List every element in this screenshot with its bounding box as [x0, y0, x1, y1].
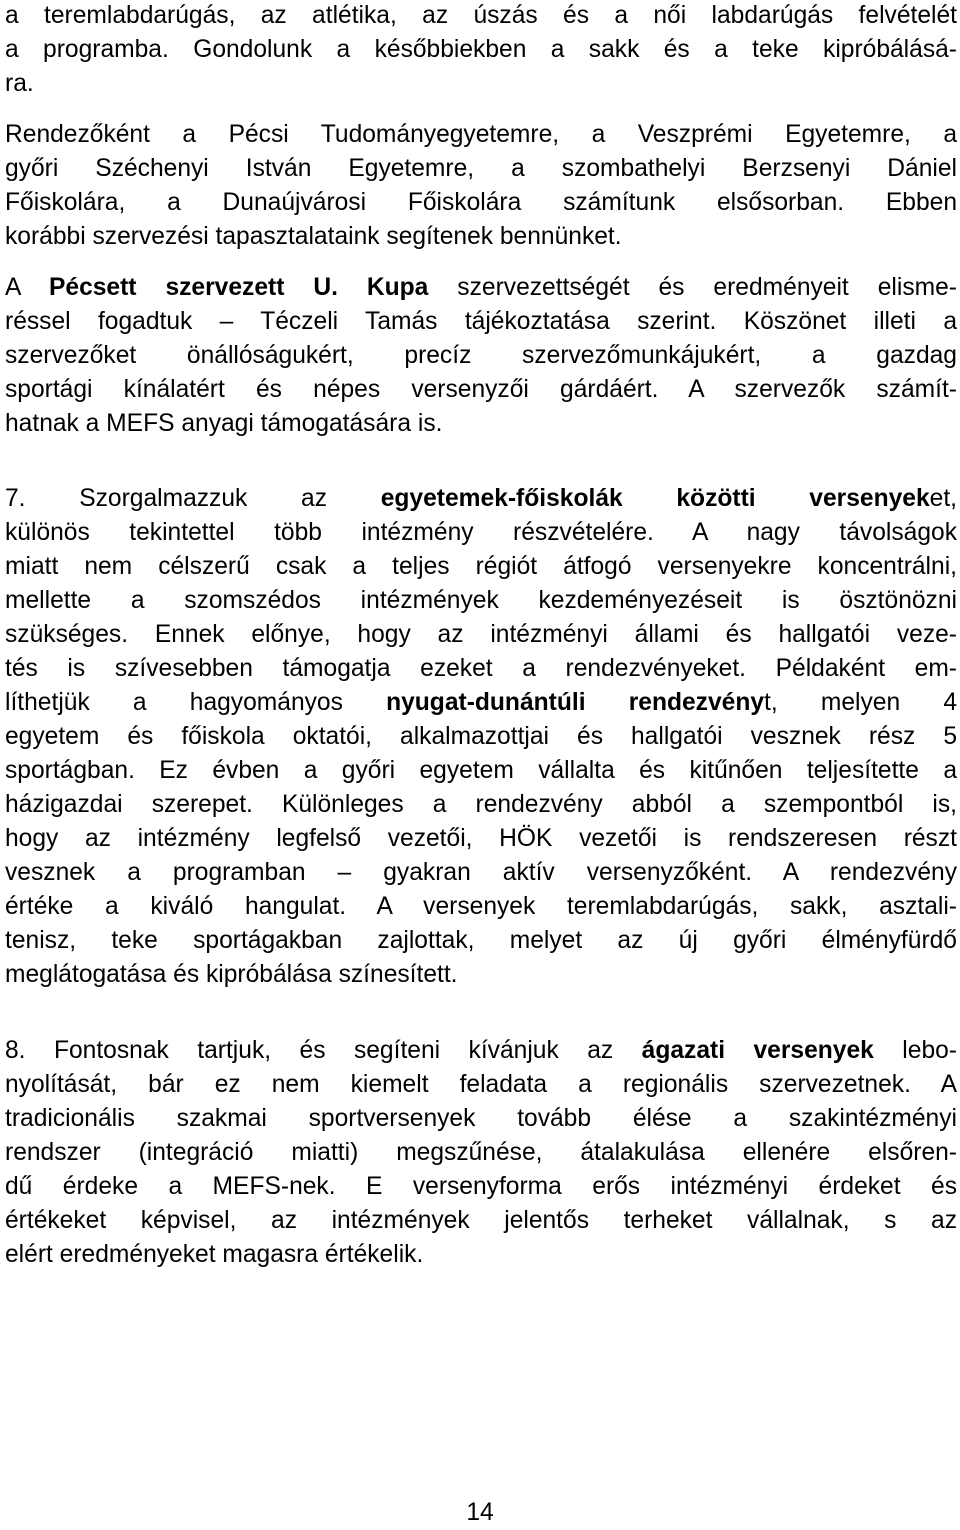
text-line [5, 152, 957, 186]
text-run: rendszer (integráció miatti) megszűnése, átalakulása ellenére elsőren- [5, 1139, 957, 1166]
text-run: hatnak a MEFS anyagi támogatására is. [5, 410, 443, 437]
text-line [5, 186, 957, 220]
text-run: mellette a szomszédos intézmények kezdeményezéseit is ösztönözni [5, 587, 957, 614]
text-run: lebo- [873, 1037, 957, 1064]
text-line [5, 958, 957, 992]
text-line [5, 220, 957, 254]
text-run: ra. [5, 70, 34, 97]
bold-phrase: nyugat-dunántúli rendezvény [386, 689, 765, 716]
text-line [5, 339, 957, 373]
text-line [5, 1170, 957, 1204]
bold-phrase: egyetemek-főiskolák közötti versenyek [380, 485, 930, 512]
text-run: tés is szívesebben támogatja ezeket a rendezvényeket. Példaként em- [5, 655, 957, 682]
text-run: et, [929, 485, 957, 512]
text-line [5, 652, 957, 686]
text-run: Főiskolára, a Dunaújvárosi Főiskolára számítunk elsősorban. Ebben [5, 189, 957, 216]
text-line [5, 0, 957, 33]
text-line [5, 890, 957, 924]
text-line [5, 550, 957, 584]
text-line [5, 271, 957, 305]
text-run: 7. Szorgalmazzuk az [5, 485, 381, 512]
bold-phrase: ágazati versenyek [641, 1037, 874, 1064]
text-run: sportági kínálatért és népes versenyzői gárdáért. A szervezők számít- [5, 376, 957, 403]
text-run: házigazdai szerepet. Különleges a rendezvény abból a szempontból is, [5, 791, 957, 818]
text-run: értéke a kiváló hangulat. A versenyek teremlabdarúgás, sakk, asztali- [5, 893, 957, 920]
text-run: t, melyen 4 [764, 689, 957, 716]
text-line [5, 584, 957, 618]
text-line [5, 822, 957, 856]
text-run: szervezettségét és eredményeit elisme- [428, 274, 957, 301]
text-line [5, 856, 957, 890]
text-line [5, 33, 957, 67]
text-run: elért eredményeket magasra értékelik. [5, 1241, 424, 1268]
text-line [5, 686, 957, 720]
text-run: különös tekintettel több intézmény részvételére. A nagy távolságok [5, 519, 957, 546]
text-run: nyolítását, bár ez nem kiemelt feladata a regionális szervezetnek. A [5, 1071, 957, 1098]
text-run: egyetem és főiskola oktatói, alkalmazottjai és hallgatói vesznek rész 5 [5, 723, 957, 750]
text-line [5, 482, 957, 516]
text-line [5, 924, 957, 958]
text-run: szervezőket önállóságukért, precíz szervezőmunkájukért, a gazdag [5, 342, 957, 369]
text-line [5, 118, 957, 152]
text-run: a programba. Gondolunk a későbbiekben a sakk és a teke kipróbálásá- [5, 36, 957, 63]
text-line [5, 1238, 957, 1272]
text-run: 8. Fontosnak tartjuk, és segíteni kívánjuk az [5, 1037, 642, 1064]
text-line [5, 1068, 957, 1102]
bold-phrase: Pécsett szervezett U. Kupa [49, 274, 429, 301]
text-run: a teremlabdarúgás, az atlétika, az úszás és a női labdarúgás felvételét [5, 2, 957, 29]
text-run: hogy az intézmény legfelső vezetői, HÖK vezetői is rendszeresen részt [5, 825, 957, 852]
text-line [5, 1204, 957, 1238]
text-run: miatt nem célszerű csak a teljes régiót átfogó versenyekre koncentrálni, [5, 553, 957, 580]
text-line [5, 788, 957, 822]
text-run: győri Széchenyi István Egyetemre, a szombathelyi Berzsenyi Dániel [5, 155, 957, 182]
text-run: korábbi szervezési tapasztalataink segítenek bennünket. [5, 223, 622, 250]
text-run: tenisz, teke sportágakban zajlottak, melyet az új győri élményfürdő [5, 927, 957, 954]
text-line [5, 618, 957, 652]
page-number: 14 [466, 1499, 494, 1526]
text-line [5, 1034, 957, 1068]
text-line [5, 407, 957, 441]
text-run: dű érdeke a MEFS-nek. E versenyforma erős intézményi érdeket és [5, 1173, 957, 1200]
text-line [5, 754, 957, 788]
text-line [5, 516, 957, 550]
text-line [5, 67, 957, 101]
text-run: meglátogatása és kipróbálása színesített. [5, 961, 458, 988]
text-line [5, 1102, 957, 1136]
text-run: tradicionális szakmai sportversenyek tovább élése a szakintézményi [5, 1105, 957, 1132]
text-line [5, 373, 957, 407]
text-run: Rendezőként a Pécsi Tudományegyetemre, a Veszprémi Egyetemre, a [5, 121, 957, 148]
text-run: réssel fogadtuk – Téczeli Tamás tájékoztatása szerint. Köszönet illeti a [5, 308, 957, 335]
text-run: szükséges. Ennek előnye, hogy az intézményi állami és hallgatói veze- [5, 621, 957, 648]
text-run: líthetjük a hagyományos [5, 689, 387, 716]
text-line [5, 1136, 957, 1170]
text-run: vesznek a programban – gyakran aktív versenyzőként. A rendezvény [5, 859, 957, 886]
text-line [5, 720, 957, 754]
text-run: értékeket képvisel, az intézmények jelentős terheket vállalnak, s az [5, 1207, 957, 1234]
text-run: A [5, 274, 49, 301]
text-line [5, 305, 957, 339]
text-run: sportágban. Ez évben a győri egyetem vállalta és kitűnően teljesítette a [5, 757, 957, 784]
